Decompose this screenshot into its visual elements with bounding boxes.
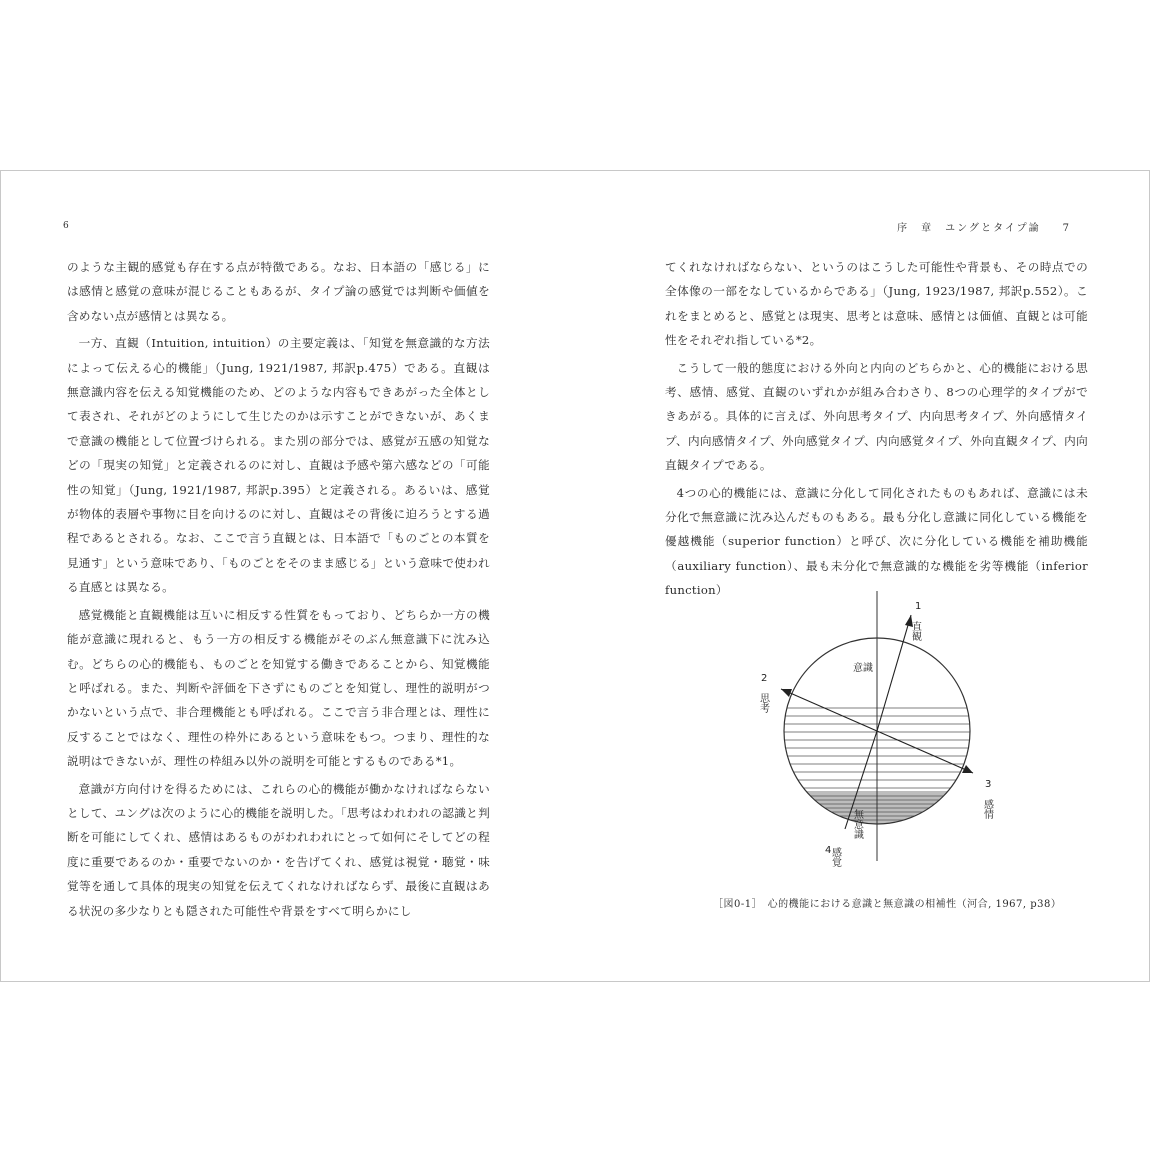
running-head [897, 219, 1071, 234]
paragraph: こうして一般的態度における外向と内向のどちらかと、心的機能における思考、感情、感覚、直観のいずれかが組み合わさり、8つの心理学的タイプができあがる。具体的に言えば、外向思考タイプ、内向思考タイプ、外向感情タイプ、内向感情タイプ、外向感覚タイプ、内向感覚タイプ、外向直観タイプ、内向直観タイプである。 [665, 360, 1088, 473]
axis-3-number: 3 [985, 779, 992, 790]
function-diagram [749, 591, 1019, 891]
paragraph: のような主観的感覚も存在する点が特徴である。なお、日本語の「感じる」には感情と感覚の意味が混じることもあるが、タイプ論の感覚では判断や価値を含めない点が感情とは異なる。 [67, 260, 490, 323]
paragraph: 感覚機能と直観機能は互いに相反する性質をもっており、どちらか一方の機能が意識に現れると、もう一方の相反する機能がそのぶん無意識下に沈み込む。どちらの心的機能も、ものごとを知覚する働きであることから、知覚機能と呼ばれる。また、判断や評価を下さずにものごとを知覚し、理性的説明がつかないという点で、非合理機能とも呼ばれる。ここで言う非合理とは、理性に反することではなく、理性の枠外にあるという意味をもつ。つまり、理性的な説明はできないが、理性の枠組み以外の説明を可能とするものである*1。 [67, 607, 490, 769]
axis-2-name: 思考 [757, 693, 769, 713]
book-spread [0, 170, 1150, 982]
conscious-label [853, 661, 873, 674]
right-page-body [665, 255, 1088, 606]
chapter-title: 序 章 ユングとタイプ論 [897, 223, 1041, 234]
axis-1-name: 直観 [909, 621, 921, 641]
axis-1-number: 1 [915, 601, 922, 612]
axis-3-name: 感情 [981, 799, 993, 819]
right-page-number: 7 [1062, 223, 1071, 234]
unconscious-label: 無意識 [851, 809, 863, 839]
left-page-body [67, 255, 490, 926]
paragraph: てくれなければならない、というのはこうした可能性や背景も、その時点での全体像の一部をなしているからである」（Jung, 1923/1987, 邦訳p.552）。これをまとめると、感覚とは現実、思考とは意味、感情とは価値、直観とは可能性をそれぞれ指している*2。 [665, 260, 1088, 348]
paragraph: 一方、直観（Intuition, intuition）の主要定義は、「知覚を無意識的な方法によって伝える心的機能」（Jung, 1921/1987, 邦訳p.475）である。直観は無意識内容を伝える知覚機能のため、どのような内容もできあがった全体として表され、それがどのようにして生じたのかは示すことができないが、あくまで意識の機能として位置づけられる。また別の部分では、感覚が五感の知覚などの「現実の知覚」と定義されるのに対し、直観は予感や第六感などの「可能性の知覚」（Jung, 1921/1987, 邦訳p.395）と定義される。あるいは、感覚が物体的表層や事物に目を向けるのに対し、直観はその背後に迫ろうとする過程であるとされる。なお、ここで言う直観とは、日本語で「ものごとの本質を見通す」という意味であり、「ものごとをそのまま感じる」という意味で使われる直感とは異なる。 [67, 336, 490, 595]
axis-4-number: 4 [825, 845, 832, 856]
paragraph: 4つの心的機能には、意識に分化して同化されたものもあれば、意識には未分化で無意識に沈み込んだものもある。最も分化し意識に同化している機能を優越機能（superior function）と呼び、次に分化している機能を補助機能（auxiliary function）、最も未分化で無意識的な機能を劣等機能（inferior function） [665, 485, 1088, 598]
axis-4-name: 感覚 [829, 847, 841, 867]
function-diagram-svg [749, 591, 1019, 891]
left-page-number: 6 [63, 221, 69, 231]
axis-2-number: 2 [761, 673, 768, 684]
label-conscious: 意識 [853, 663, 873, 674]
figure-caption: ［図0-1］ 心的機能における意識と無意識の相補性（河合, 1967, p38） [713, 899, 1062, 910]
unconscious-region [779, 708, 979, 831]
paragraph: 意識が方向付けを得るためには、これらの心的機能が働かなければならないとして、ユングは次のように心的機能を説明した。「思考はわれわれの認識と判断を可能にしてくれ、感情はあるものがわれわれにとって如何にそしてどの程度に重要であるのか・重要でないのか・を告げてくれ、感覚は視覚・聴覚・味覚等を通して具体的現実の知覚を伝えてくれなければならず、最後に直観はある状況の多少なりとも隠された可能性や背景をすべて明らかにし [67, 781, 490, 918]
